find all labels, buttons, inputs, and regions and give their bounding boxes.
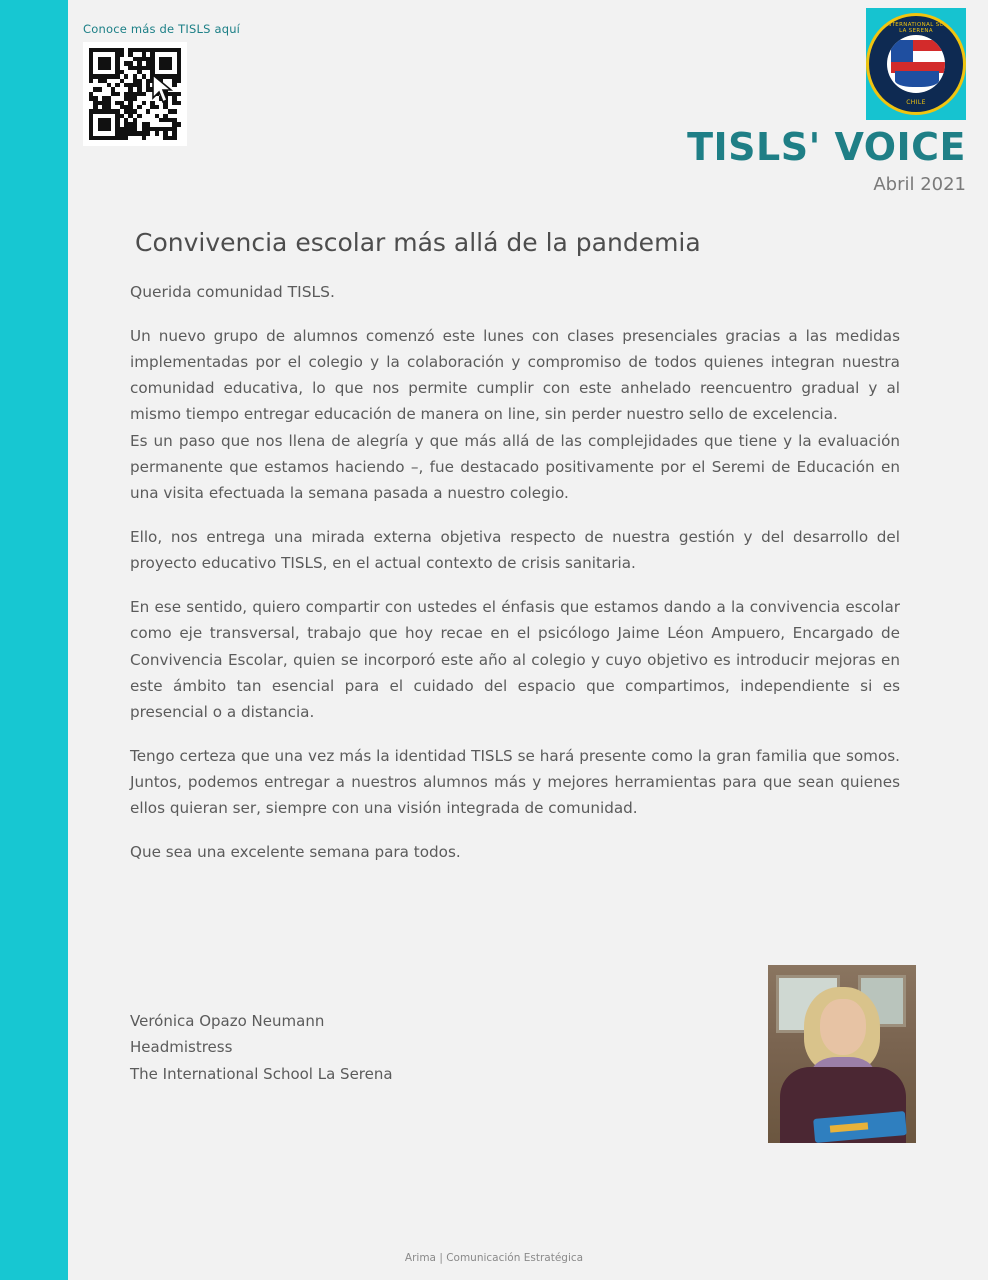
school-logo <box>866 8 966 120</box>
signature-name: Verónica Opazo Neumann <box>130 1012 325 1030</box>
article-paragraph: Es un paso que nos llena de alegría y que más allá de las complejidades que tiene y la evaluación permanente que estamos haciendo –, fue destacado positivamente por el Seremi de Educación en una visita efectuada la semana pasada a nuestro colegio. <box>130 431 900 502</box>
article-paragraph: Tengo certeza que una vez más la identidad TISLS se hará presente como la gran familia que somos. Juntos, podemos entregar a nuestros alumnos más y mejores herramientas para que sean quienes ellos quieran ser, siempre con una visión integrada de comunidad. <box>130 746 900 818</box>
article-paragraph: En ese sentido, quiero compartir con ustedes el énfasis que estamos dando a la convivencia escolar como eje transversal, trabajo que hoy recae en el psicólogo Jaime Léon Ampuero, Encargado de Convivencia Escolar, quien se incorporó este año al colegio y cuyo objetivo es introducir mejoras en este ámbito tan esencial para el cuidado del espacio que compartimos, independiente si es presencial o a distancia. <box>130 598 900 721</box>
footer-credit: Arima | Comunicación Estratégica <box>404 1252 584 1264</box>
logo-emblem <box>887 35 945 93</box>
left-accent-bar <box>0 0 68 1280</box>
logo-star-shape <box>891 40 913 62</box>
publication-title: TISLS' VOICE <box>687 125 966 169</box>
logo-bottom-text: CHILE <box>906 99 926 106</box>
portrait-face <box>820 999 866 1055</box>
qr-block <box>83 22 283 146</box>
article-paragraph: Ello, nos entrega una mirada externa objetiva respecto de nuestra gestión y del desarrollo del proyecto educativo TISLS, en el actual contexto de crisis sanitaria. <box>130 527 900 573</box>
mouse-cursor-icon <box>151 74 173 104</box>
signature-role: Headmistress <box>130 1038 233 1057</box>
headmistress-portrait <box>768 965 916 1143</box>
article-paragraph: Que sea una excelente semana para todos. <box>130 843 461 862</box>
article <box>130 228 900 884</box>
qr-caption: Conoce más de TISLS aquí <box>83 22 241 36</box>
signature-organization: The International School La Serena <box>130 1064 393 1083</box>
article-headline: Convivencia escolar más allá de la pandemia <box>135 228 701 257</box>
publication-date: Abril 2021 <box>873 173 966 195</box>
article-salutation: Querida comunidad TISLS. <box>130 283 335 301</box>
signature-block <box>130 1008 393 1087</box>
masthead <box>687 125 966 195</box>
logo-badge <box>866 13 966 115</box>
article-paragraph: Un nuevo grupo de alumnos comenzó este lunes con clases presenciales gracias a las medidas implementadas por el colegio y la colaboración y compromiso de todos quienes integran nuestra comunidad educativa, lo que nos permite cumplir con este anhelado reencuentro gradual y al mismo tiempo entregar educación de manera on line, sin perder nuestro sello de excelencia. <box>130 327 900 424</box>
logo-top-text: THE INTERNATIONAL SCHOOL LA SERENA <box>871 22 961 34</box>
newsletter-page <box>68 0 988 1280</box>
logo-blue-swoosh <box>895 71 939 87</box>
logo-red-band-1 <box>913 40 945 51</box>
